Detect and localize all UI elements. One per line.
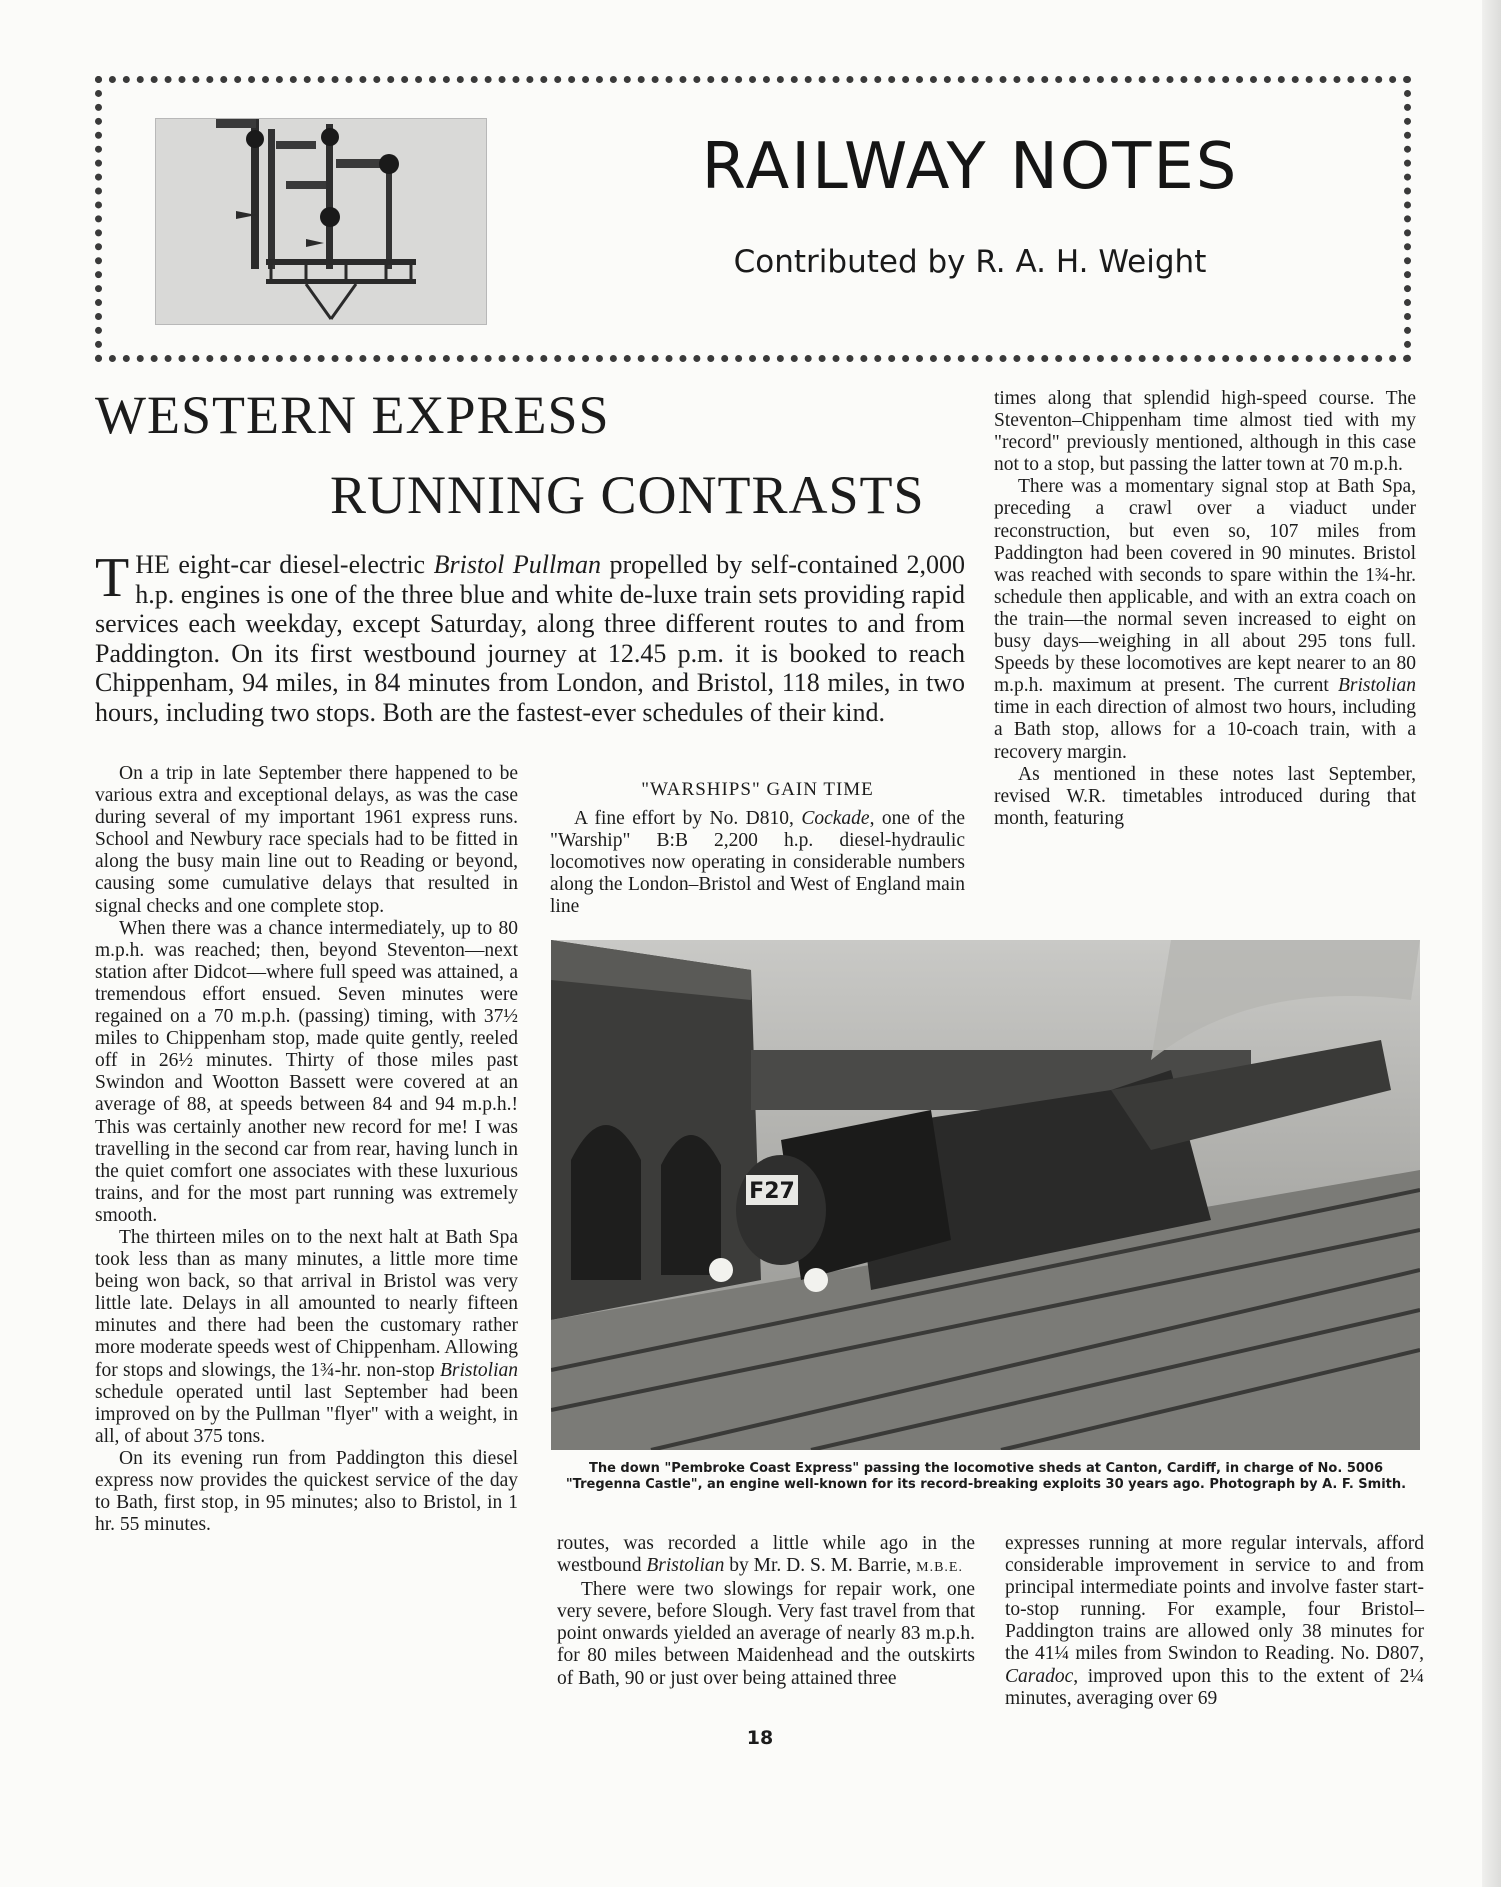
column-right-bottom [1005, 1533, 1424, 1710]
intro-paragraph: THE eight-car diesel-electric Bristol Pullman propelled by self-contained 2,000 h.p. engines is one of the three blue and white de-luxe train sets providing rapid services each weekday, except Saturday, along three different routes to and from Paddington. On its first westbound journey at 12.45 p.m. it is booked to reach Chippenham, 94 miles, in 84 minutes from London, and Bristol, 118 miles, in two hours, including two stops. Both are the fastest-ever schedules of their kind. [95, 547, 965, 727]
paragraph: routes, was recorded a little while ago in the westbound Bristolian by Mr. D. S. M. Barrie, M.B.E. [557, 1533, 975, 1577]
photo-caption: The down "Pembroke Coast Express" passing the locomotive sheds at Canton, Cardiff, in charge of No. 5006 "Tregenna Castle", an engine well-known for its record-breaking exploits 30 years ago. Photograph by A. F. Smith. [565, 1461, 1407, 1492]
contributor-line: Contributed by R. A. H. Weight [733, 244, 1207, 280]
drop-cap: T [95, 547, 130, 609]
headline-line-1: WESTERN EXPRESS [95, 385, 610, 445]
headcode-board: F27 [749, 1179, 795, 1204]
paragraph: As mentioned in these notes last September, revised W.R. timetables introduced during that month, featuring [994, 763, 1416, 829]
column-left [95, 763, 518, 1536]
subheading: "WARSHIPS" GAIN TIME [641, 779, 874, 800]
paragraph: times along that splendid high-speed course. The Steventon–Chippenham time almost tied with my "record" previously mentioned, although in this case not to a stop, but passing the latter town at 70 m.p.h. [994, 388, 1416, 476]
paragraph: When there was a chance intermediately, up to 80 m.p.h. was reached; then, beyond Steventon—next station after Didcot—where full speed was attained, a tremendous effort ensued. Seven minutes were regained on a 70 m.p.h. (passing) timing, with 37½ miles to Chippenham stop, made quite gently, reeled off in 26½ minutes. Thirty of those miles past Swindon and Wootton Bassett were covered at an average of 88, at speeds between 84 and 94 m.p.h.! This was certainly another new record for me! I was travelling in the second car from rear, having lunch in the quiet comfort one associates with these luxurious trains, and for the most part running was extremely smooth. [95, 917, 518, 1226]
locomotive-photo [551, 940, 1420, 1450]
column-middle-top [550, 808, 965, 918]
paragraph: expresses running at more regular intervals, afford considerable improvement in service to and from principal intermediate points and involve faster start-to-stop running. For example, four Bristol–Paddington trains are allowed only 38 minutes for the 41¼ miles from Swindon to Reading. No. D807, Caradoc, improved upon this to the extent of 2¼ minutes, averaging over 69 [1005, 1533, 1424, 1709]
page-edge-shadow [1482, 0, 1501, 1887]
column-right-top [994, 388, 1416, 830]
page-number: 18 [746, 1727, 774, 1749]
paragraph: The thirteen miles on to the next halt at Bath Spa took less than as many minutes, a little more time being won back, so that arrival in Bristol was very little late. Delays in all amounted to nearly fifteen minutes and there had been the customary rather more moderate speeds west of Chippenham. Allowing for stops and slowings, the 1¾-hr. non-stop Bristolian schedule operated until last September had been improved on by the Pullman "flyer" with a weight, in all, of about 375 tons. [95, 1226, 518, 1447]
section-title: RAILWAY NOTES [701, 130, 1239, 204]
paragraph: On a trip in late September there happened to be various extra and exceptional delays, as was the case during several of my important 1961 express runs. School and Newbury race specials had to be fitted in along the busy main line out to Reading or beyond, causing some cumulative delays that resulted in signal checks and one complete stop. [95, 763, 518, 917]
paragraph: There were two slowings for repair work, one very severe, before Slough. Very fast travel from that point onwards yielded an average of nearly 83 m.p.h. for 80 miles between Maidenhead and the outskirts of Bath, 90 or just over being attained three [557, 1579, 975, 1689]
paragraph: There was a momentary signal stop at Bath Spa, preceding a crawl over a viaduct under reconstruction, but even so, 107 miles from Paddington had been covered in 90 minutes. Bristol was reached with seconds to spare within the 1¾-hr. schedule then applicable, and with an extra coach on the train—the normal seven increased to eight on busy days—weighing in all about 295 tons full. Speeds by these locomotives are kept nearer to an 80 m.p.h. maximum at present. The current Bristolian time in each direction of almost two hours, including a Bath stop, allows for a 10-coach train, with a recovery margin. [994, 476, 1416, 763]
column-middle-bottom [557, 1533, 975, 1690]
signal-gantry-photo [155, 118, 487, 325]
headline-line-2: RUNNING CONTRASTS [330, 465, 925, 525]
paragraph: A fine effort by No. D810, Cockade, one of the "Warship" B:B 2,200 h.p. diesel-hydraulic locomotives now operating in considerable numbers along the London–Bristol and West of England main line [550, 808, 965, 918]
paragraph: On its evening run from Paddington this diesel express now provides the quickest service of the day to Bath, first stop, in 95 minutes; also to Bristol, in 1 hr. 55 minutes. [95, 1447, 518, 1536]
